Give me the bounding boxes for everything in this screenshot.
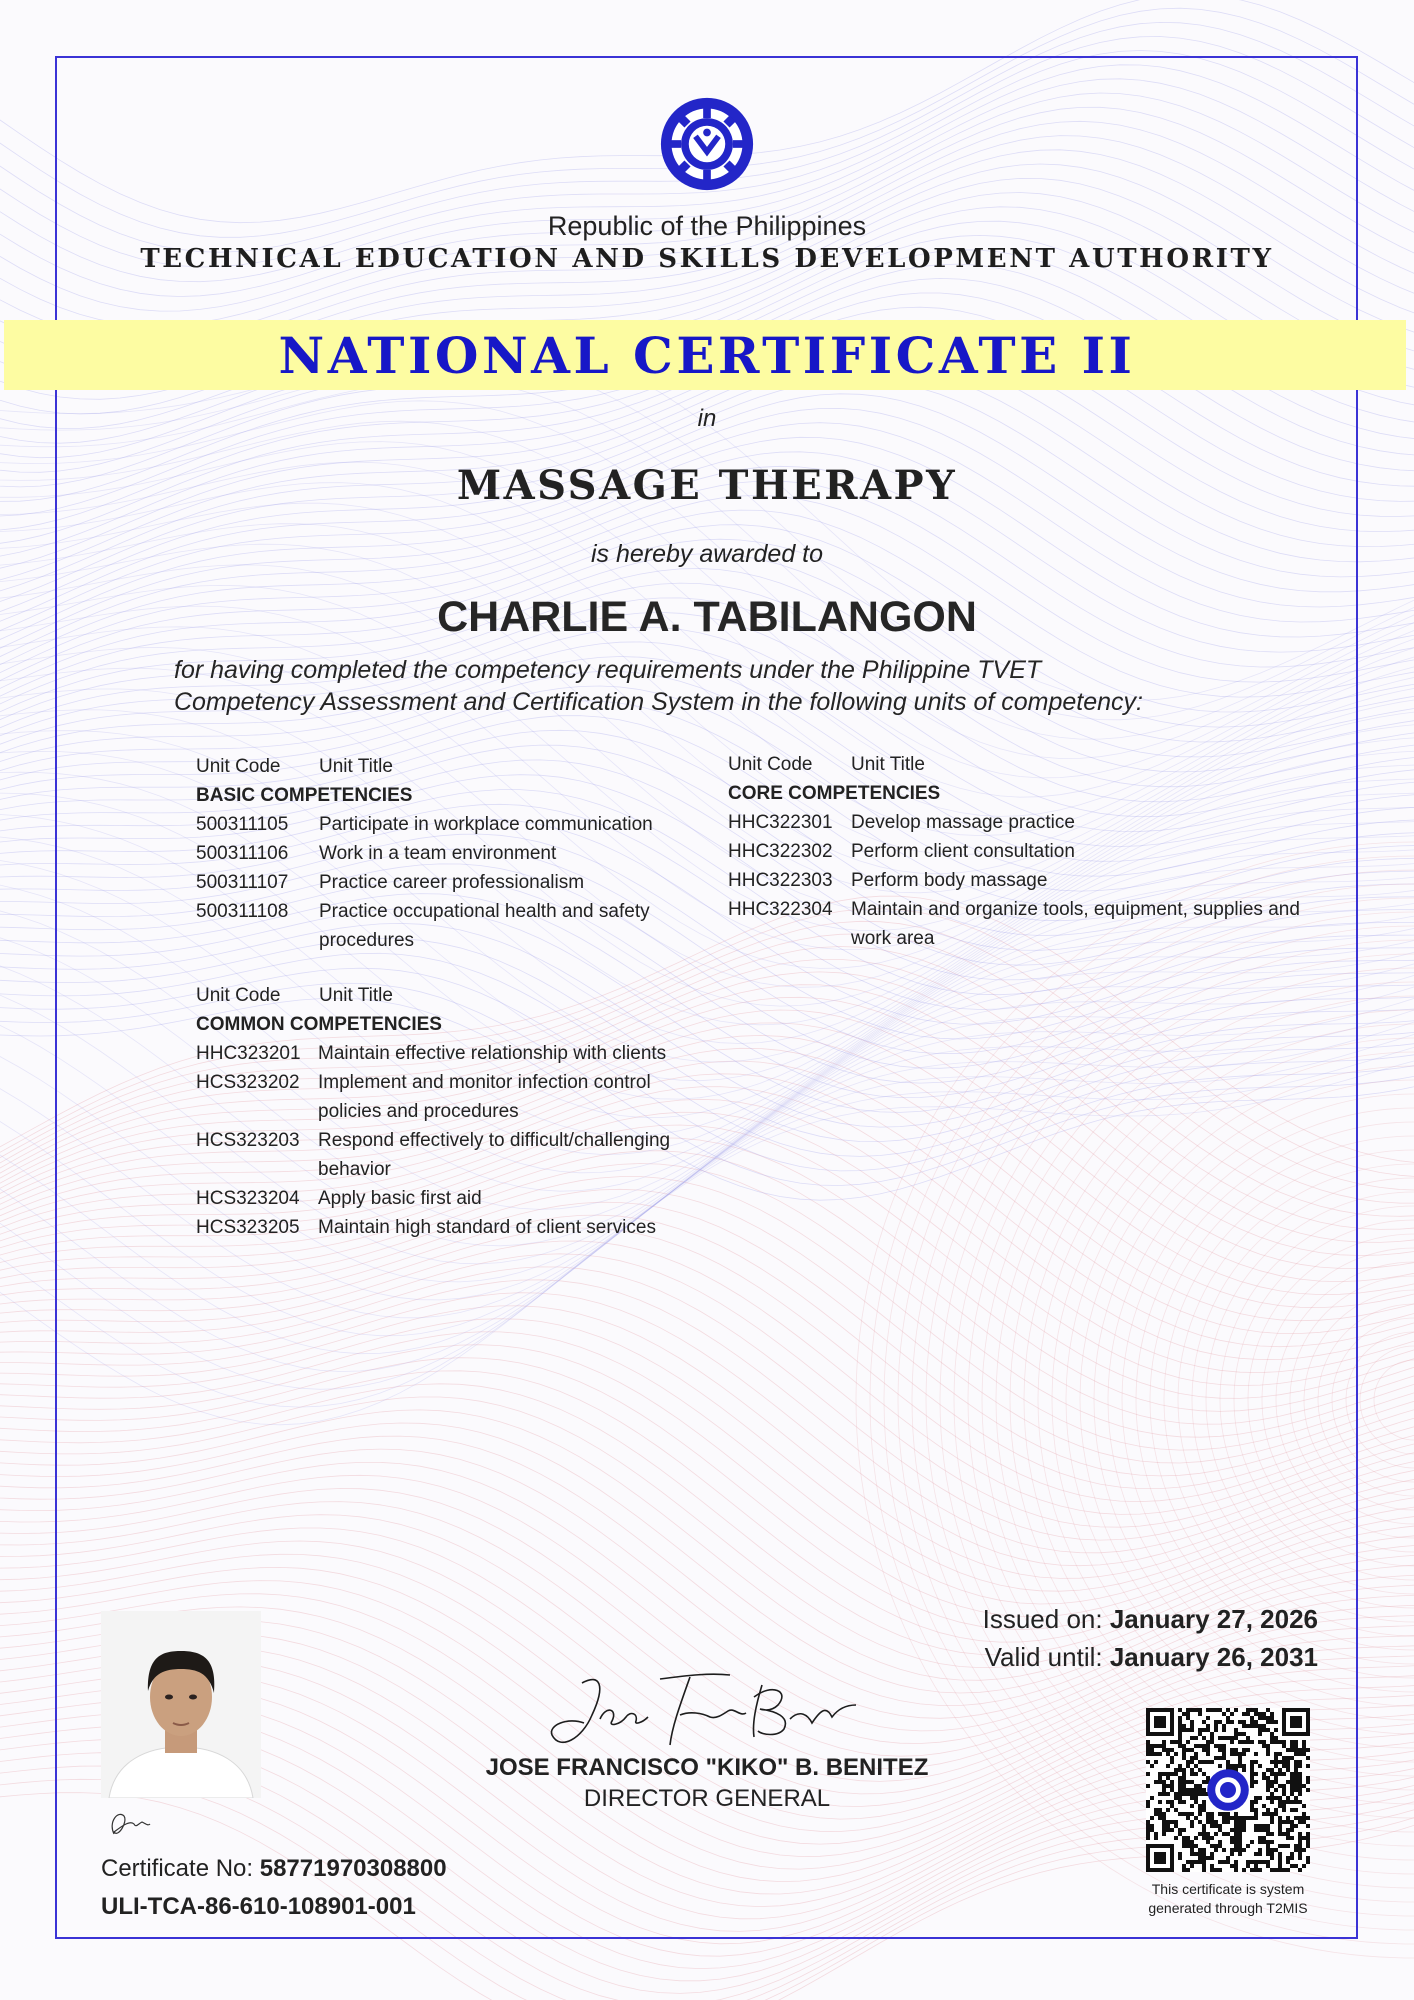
tesda-seal-icon [659, 96, 755, 192]
certno-value: 58771970308800 [259, 1855, 447, 1882]
category-heading: BASIC COMPETENCIES [196, 785, 413, 806]
unit-row [196, 1126, 716, 1184]
certno-label: Certificate No: [101, 1855, 254, 1882]
core-competencies [728, 750, 1308, 953]
valid-label: Valid until: [984, 1642, 1103, 1672]
unit-row [196, 1039, 716, 1068]
unit-title: Apply basic first aid [318, 1188, 482, 1209]
unit-row [196, 1068, 716, 1126]
category-heading: COMMON COMPETENCIES [196, 1014, 442, 1035]
unit-code: HHC323201 [196, 1043, 301, 1064]
unit-code: HCS323202 [196, 1072, 300, 1093]
unit-code: HCS323205 [196, 1217, 300, 1238]
unit-title: Practice occupational health and safety procedures [319, 901, 650, 951]
unit-title: Perform client consultation [851, 841, 1075, 862]
unit-title: Implement and monitor infection control policies and procedures [318, 1072, 651, 1122]
basic-competencies [196, 752, 716, 955]
certificate-number [101, 1850, 447, 1888]
unit-row [196, 868, 716, 897]
signatory-position: DIRECTOR GENERAL [583, 1785, 831, 1812]
qr-note [1112, 1880, 1344, 1918]
unit-code: HCS323203 [196, 1130, 300, 1151]
statement-line: Competency Assessment and Certification System in the following units of competency: [174, 688, 1143, 716]
unit-title: Perform body massage [851, 870, 1048, 891]
certificate-identifiers [101, 1850, 447, 1926]
unit-title-header: Unit Title [319, 756, 393, 777]
unit-code: HCS323204 [196, 1188, 300, 1209]
statement-line: for having completed the competency requirements under the Philippine TVET [174, 656, 1042, 684]
valid-until [983, 1638, 1318, 1676]
unit-title-header: Unit Title [851, 754, 925, 775]
qr-code-icon [1146, 1706, 1310, 1874]
qr-note-line: This certificate is system [1151, 1881, 1305, 1897]
unit-code: HHC322301 [728, 812, 833, 833]
signatory-name: JOSE FRANCISCO "KIKO" B. BENITEZ [485, 1754, 929, 1781]
category-heading: CORE COMPETENCIES [728, 783, 941, 804]
unit-code: 500311108 [196, 901, 289, 922]
agency-name: TECHNICAL EDUCATION AND SKILLS DEVELOPMENT AUTHORITY [140, 244, 1274, 274]
unit-code-header: Unit Code [196, 756, 281, 777]
unit-code-header: Unit Code [196, 985, 281, 1006]
unit-code: 500311105 [196, 814, 289, 835]
issued-label: Issued on: [982, 1604, 1103, 1634]
unit-code: 500311107 [196, 872, 289, 893]
unit-title: Practice career professionalism [319, 872, 585, 893]
qr-note-line: generated through T2MIS [1148, 1900, 1308, 1916]
awarded-to-line: is hereby awarded to [590, 540, 824, 568]
unit-title: Develop massage practice [851, 812, 1075, 833]
issued-on [983, 1600, 1318, 1638]
completion-statement [174, 654, 1294, 718]
unit-title: Maintain effective relationship with clients [318, 1043, 667, 1064]
unit-title: Participate in workplace communication [319, 814, 653, 835]
common-competencies [196, 981, 716, 1242]
unit-code: HHC322302 [728, 841, 833, 862]
unit-row [196, 897, 716, 955]
column-headers [196, 752, 716, 781]
unit-row [728, 837, 1308, 866]
recipient-name: CHARLIE A. TABILANGON [437, 593, 977, 641]
certificate-title: NATIONAL CERTIFICATE II [278, 326, 1136, 385]
unit-code-header: Unit Code [728, 754, 813, 775]
unit-row [728, 808, 1308, 837]
unit-code: HHC322304 [728, 899, 833, 920]
unit-code: 500311106 [196, 843, 289, 864]
qualification-title: MASSAGE THERAPY [456, 462, 958, 509]
unit-code: HHC322303 [728, 870, 833, 891]
unit-row [196, 1213, 716, 1242]
unit-title: Respond effectively to difficult/challenging behavior [318, 1130, 671, 1180]
unit-row [728, 866, 1308, 895]
unit-row [196, 839, 716, 868]
director-signature [540, 1665, 870, 1765]
unit-row [196, 1184, 716, 1213]
unit-title: Work in a team environment [319, 843, 557, 864]
column-headers [728, 750, 1308, 779]
republic-line: Republic of the Philippines [547, 211, 867, 241]
column-headers [196, 981, 716, 1010]
valid-date: January 26, 2031 [1109, 1642, 1318, 1672]
unit-title: Maintain and organize tools, equipment, supplies and work area [851, 899, 1300, 949]
unit-title-header: Unit Title [319, 985, 393, 1006]
issued-date: January 27, 2026 [1109, 1604, 1318, 1634]
unit-row [728, 895, 1308, 953]
validity-dates [983, 1600, 1318, 1676]
unit-title: Maintain high standard of client services [318, 1217, 656, 1238]
uli-number: ULI-TCA-86-610-108901-001 [101, 1893, 416, 1920]
unit-row [196, 810, 716, 839]
in-word: in [697, 405, 717, 432]
